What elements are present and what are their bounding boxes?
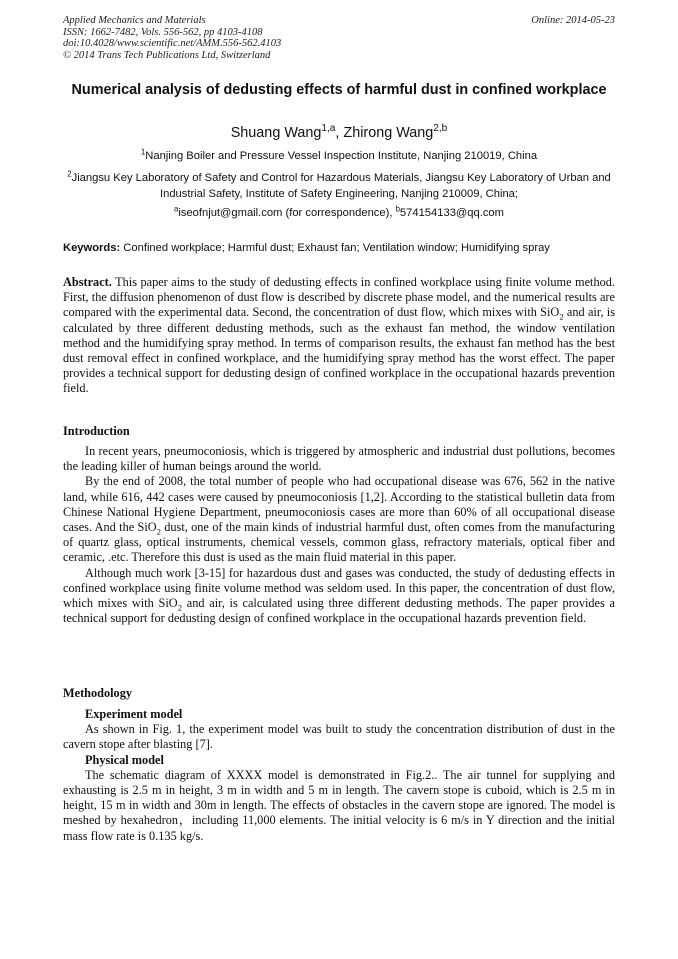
subscript: 2 [177,602,182,613]
affiliation-2 [60,170,618,202]
keywords-text: Confined workplace; Harmful dust; Exhaust fan; Ventilation window; Humidifying spray [120,242,550,254]
subscript: 2 [156,526,161,537]
online-date: Online: 2014-05-23 [531,15,615,26]
journal-header [63,15,615,61]
abstract-label: Abstract. [63,275,112,289]
section-heading-introduction: Introduction [63,424,130,438]
paper-title: Numerical analysis of dedusting effects of harmful dust in confined workplace [71,82,607,98]
affiliation-text: Nanjing Boiler and Pressure Vessel Inspection Institute, Nanjing 210019, China [145,150,538,162]
paragraph-text: and air, is calculated using three different dedusting methods. The paper provides a technical support for dedusting design of confined workplace in the occupational hazards prevention field. [63,596,615,626]
paragraph [63,566,615,627]
affiliation-text: Jiangsu Key Laboratory of Safety and Control for Hazardous Materials, Jiangsu Key Laboratory of Urban and Industrial Safety, Institute of Safety Engineering, Nanjing 210009, China; [71,172,611,200]
paragraph-text: Although much work [3-15] for hazardous dust and gases was conducted, the study of dedusting effects in confined workplace using finite volume method was seldom used. In this paper, the concentration of dust flow, which mixes with SiO [63,565,615,611]
paragraph: In recent years, pneumoconiosis, which is triggered by atmospheric and industrial dust pollutions, becomes the leading killer of human beings around the world. [63,444,615,474]
journal-issn: ISSN: 1662-7482, Vols. 556-562, pp 4103-4108 [63,26,263,38]
paragraph-text: dust, one of the main kinds of industrial harmful dust, often comes from the manufacturing of quartz glass, optical instruments, chemical vessels, common glass, refractory materials, optical fiber and ceramic, .etc. Therefore this dust is used as the main fluid material in this paper. [63,520,615,565]
journal-name: Applied Mechanics and Materials [63,15,206,26]
author-superscript: 2,b [433,123,448,135]
journal-copyright: © 2014 Trans Tech Publications Ltd, Switzerland [63,49,271,61]
subsection-heading: Physical model [85,752,164,767]
author-list [63,124,615,142]
author-superscript: 1,a [321,123,336,135]
affiliation-marker: 2 [67,169,72,179]
paragraph-text: By the end of 2008, the total number of people who had occupational disease was 676, 562 in the native land, while 616, 442 cases were caused by pneumoconiosis [1,2]. According to the statistical bulletin data from Chinese National Hygiene Department, pneumoconiosis cases are more than 60% of all occupational disease cases. And the SiO [63,474,615,535]
introduction-section [63,444,615,626]
affiliation-marker: 1 [140,147,146,157]
paragraph [63,474,615,565]
author-separator: , [335,125,344,141]
subscript: 2 [559,311,564,322]
abstract-text: and air, is calculated by three different dedusting methods, such as the exhaust fan method, the window ventilation method and the humidifying spray method. In terms of comparison results, the exhaust fan method has the best dust removal effect in confined workplace, and the humidifying spray method has the worst effect. The paper provides a technical support for dedusting design of confined workplace in the occupational hazards prevention field. [63,305,616,396]
subsection-heading: Experiment model [85,707,183,721]
keywords-label: Keywords: [63,242,121,254]
journal-doi: doi:10.4028/www.scientific.net/AMM.556-562.4103 [63,38,282,49]
section-heading-methodology: Methodology [63,686,132,700]
email-text: 574154133@qq.com [399,207,504,219]
keywords [63,240,623,256]
author-name: Shuang Wang [230,125,322,141]
author-name: Zhirong Wang [343,125,434,141]
email-text: iseofnjut@gmail.com (for correspondence), [178,207,396,219]
abstract-paragraph [63,275,615,397]
paragraph: The schematic diagram of XXXX model is demonstrated in Fig.2.. The air tunnel for supplying and exhausting is 2.5 m in height, 3 m in width and 5 m in length. The cavern stope is cuboid, which is 2.5 m in height, 15 m in width and 30m in length. The effects of obstacles in the cavern stope are ignored. The model is meshed by hexahedron，including 11,000 elements. The initial velocity is 6 m/s in Y direction and the initial mass flow rate is 0.135 kg/s. [63,767,615,843]
email-marker: a [174,204,179,214]
paragraph: As shown in Fig. 1, the experiment model was built to study the concentration distribution of dust in the cavern stope after blasting [7]. [63,722,615,752]
abstract-text: This paper aims to the study of dedusting effects in confined workplace using finite volume method. First, the diffusion phenomenon of dust flow is described by discrete phase model, and the numerical results are compared with the experimental data. Second, the concentration of dust flow, which mixes with SiO [63,275,615,320]
email-marker: b [395,204,400,214]
author-emails [60,205,618,221]
abstract [63,275,615,397]
affiliation-1 [60,148,618,164]
methodology-section [63,707,615,844]
